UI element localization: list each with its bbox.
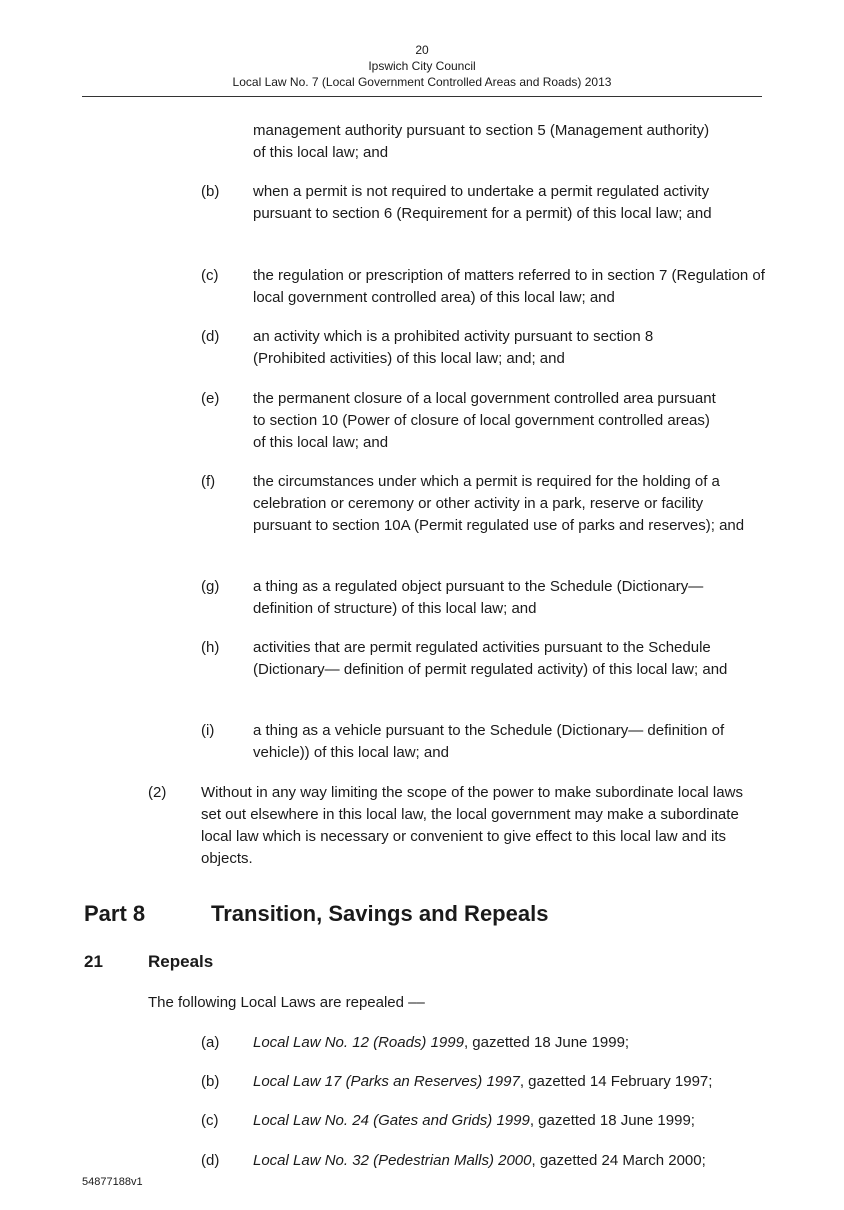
part-title: Transition, Savings and Repeals bbox=[211, 901, 549, 926]
repeal-law-name: Local Law No. 24 (Gates and Grids) 1999 bbox=[253, 1112, 530, 1129]
item-label: (b) bbox=[201, 183, 220, 200]
repeal-gazette: , gazetted 14 February 1997; bbox=[519, 1073, 713, 1090]
item-text: the permanent closure of a local government controlled area pursuant to section 10 (Power of closure of local government controlled areas) of this local law; and bbox=[253, 390, 716, 451]
repeal-label: (d) bbox=[201, 1152, 220, 1169]
subsection-label: (2) bbox=[148, 784, 167, 801]
item-label: (f) bbox=[201, 473, 216, 490]
law-title: Local Law No. 7 (Local Government Controlled Areas and Roads) 2013 bbox=[232, 75, 612, 89]
repeals-intro: The following Local Laws are repealed –– bbox=[148, 994, 425, 1011]
repeal-law-name: Local Law 17 (Parks an Reserves) 1997 bbox=[253, 1073, 520, 1090]
repeal-label: (a) bbox=[201, 1034, 220, 1051]
item-text: a thing as a regulated object pursuant to the Schedule (Dictionary— definition of structure) of this local law; and bbox=[253, 578, 704, 617]
item-label: (h) bbox=[201, 639, 220, 656]
item-text: when a permit is not required to undertake a permit regulated activity pursuant to section 6 (Requirement for a permit) of this local law; and bbox=[253, 183, 712, 222]
section-number: 21 bbox=[84, 952, 103, 971]
repeal-label: (c) bbox=[201, 1112, 219, 1129]
item-text: activities that are permit regulated activities pursuant to the Schedule (Dictionary— definition of permit regulated activity) of this local law; and bbox=[253, 639, 728, 678]
page-number: 20 bbox=[415, 43, 429, 57]
item-text: a thing as a vehicle pursuant to the Schedule (Dictionary— definition of vehicle)) of this local law; and bbox=[253, 722, 725, 761]
item-label: (i) bbox=[201, 722, 215, 739]
item-label: (c) bbox=[201, 267, 219, 284]
repeal-law-name: Local Law No. 32 (Pedestrian Malls) 2000 bbox=[253, 1152, 532, 1169]
header-divider bbox=[82, 96, 762, 97]
item-label: (d) bbox=[201, 328, 220, 345]
item-text: the regulation or prescription of matters referred to in section 7 (Regulation of local government controlled area) of this local law; and bbox=[253, 267, 765, 306]
council-name: Ipswich City Council bbox=[368, 59, 476, 73]
subsection-text: Without in any way limiting the scope of the power to make subordinate local laws set out elsewhere in this local law, the local government may make a subordinate local law which is necessary or convenient to give effect to this local law and its objects. bbox=[201, 784, 743, 867]
item-text: the circumstances under which a permit is required for the holding of a celebration or ceremony or other activity in a park, reserve or facility pursuant to section 10A (Permit regulated use of parks and reserves); and bbox=[253, 473, 745, 534]
document-id: 54877188v1 bbox=[82, 1176, 143, 1188]
item-text: an activity which is a prohibited activity pursuant to section 8 (Prohibited activities) of this local law; and; and bbox=[253, 328, 654, 367]
part-number: Part 8 bbox=[84, 901, 146, 926]
repeal-gazette: , gazetted 24 March 2000; bbox=[531, 1152, 706, 1169]
repeal-gazette: , gazetted 18 June 1999; bbox=[529, 1112, 695, 1129]
repeal-item bbox=[253, 1071, 758, 1093]
repeal-gazette: , gazetted 18 June 1999; bbox=[463, 1034, 630, 1051]
repeal-item bbox=[253, 1032, 758, 1054]
repeal-law-name: Local Law No. 12 (Roads) 1999 bbox=[253, 1034, 464, 1051]
item-label: (e) bbox=[201, 390, 220, 407]
section-title: Repeals bbox=[148, 952, 214, 971]
repeal-item bbox=[253, 1150, 758, 1172]
continuation-text: management authority pursuant to section 5 (Management authority) of this local law; and bbox=[253, 122, 710, 161]
item-label: (g) bbox=[201, 578, 220, 595]
page-header bbox=[0, 42, 844, 90]
repeal-label: (b) bbox=[201, 1073, 220, 1090]
repeal-item bbox=[253, 1110, 758, 1132]
